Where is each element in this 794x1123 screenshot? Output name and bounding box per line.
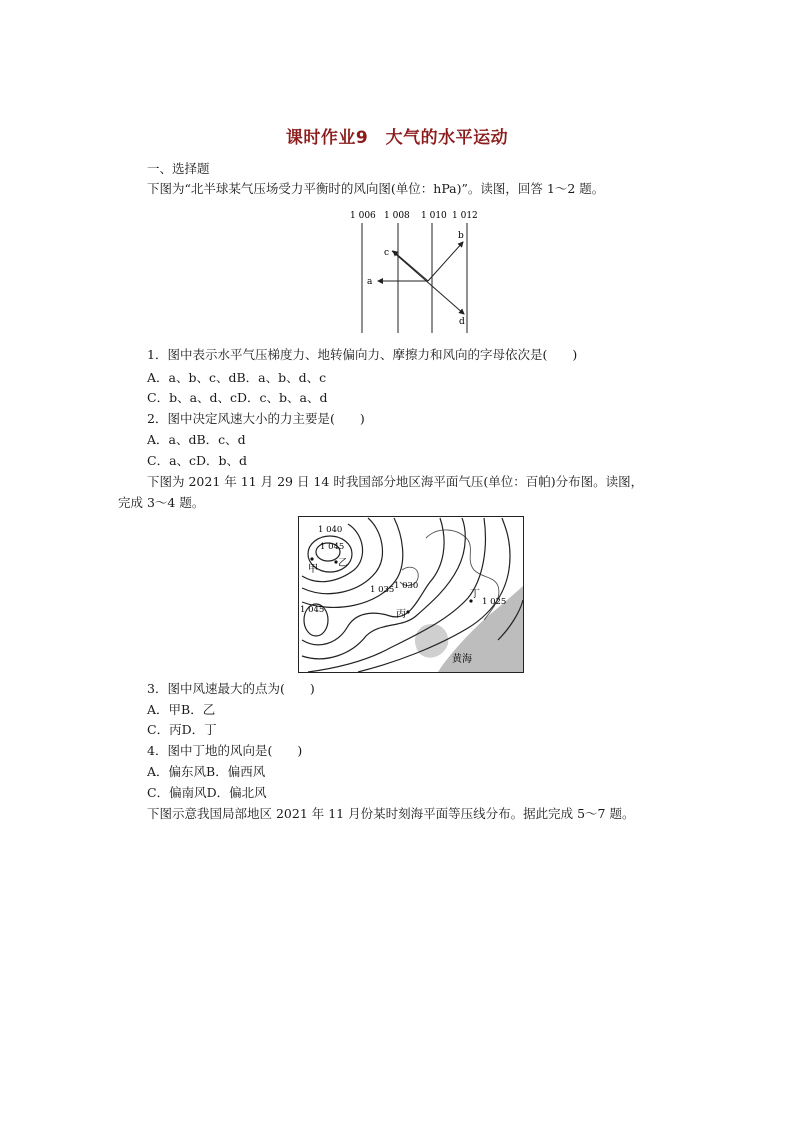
pressure-map — [298, 516, 524, 673]
q2-options-cd: C．a、cD．b、d — [147, 453, 248, 468]
q1-options-cd: C．b、a、d、cD．c、b、a、d — [147, 390, 328, 405]
q1-options-ab: A．a、b、c、dB．a、b、d、c — [147, 370, 327, 385]
intro-2: 下图为 2021 年 11 月 29 日 14 时我国部分地区海平面气压(单位：百帕)分布图。读图， — [147, 474, 644, 489]
q2-options-ab: A．a、dB．c、d — [147, 432, 246, 447]
point-label-ding: 丁 — [470, 589, 480, 600]
arrow-b — [428, 242, 463, 281]
isobar-label: 1 008 — [384, 211, 410, 221]
pressure-label: 1 030 — [394, 581, 419, 591]
sea-label: 黄海 — [452, 654, 472, 665]
q3-options-ab: A．甲B．乙 — [147, 702, 216, 717]
q2-stem: 2．图中决定风速大小的力主要是( ) — [147, 411, 365, 426]
q4-options-ab: A．偏东风B．偏西风 — [147, 764, 266, 779]
pressure-label: 1 045 — [320, 542, 345, 552]
point-label-jia: 甲 — [308, 564, 318, 575]
pressure-label: 1 035 — [370, 585, 395, 595]
intro-1: 下图为“北半球某气压场受力平衡时的风向图(单位：hPa)”。读图，回答 1～2 题。 — [147, 181, 605, 196]
point-label-yi: 乙 — [338, 558, 348, 569]
section-heading: 一、选择题 — [147, 161, 210, 176]
isobar-label: 1 012 — [452, 211, 478, 221]
isobar-label: 1 010 — [421, 211, 447, 221]
isobar-label: 1 006 — [350, 211, 376, 221]
wind-force-diagram — [346, 207, 480, 335]
page-title: 课时作业9 大气的水平运动 — [285, 128, 509, 148]
arrow-label-c: c — [384, 248, 390, 258]
point-label-bing: 丙 — [396, 609, 406, 620]
arrow-label-d: d — [459, 317, 465, 327]
q3-options-cd: C．丙D．丁 — [147, 722, 217, 737]
q4-stem: 4．图中丁地的风向是( ) — [147, 743, 303, 758]
point-bing-dot — [406, 610, 409, 613]
intro-2-cont: 完成 3～4 题。 — [118, 495, 205, 510]
intro-3: 下图示意我国局部地区 2021 年 11 月份某时刻海平面等压线分布。据此完成 5～7 题。 — [147, 806, 635, 821]
pressure-label: 1 040 — [318, 525, 343, 535]
arrow-label-a: a — [367, 277, 373, 287]
arrow-label-b: b — [458, 231, 464, 241]
q3-stem: 3．图中风速最大的点为( ) — [147, 681, 315, 696]
point-jia-dot — [310, 557, 313, 560]
q4-options-cd: C．偏南风D．偏北风 — [147, 785, 267, 800]
pressure-label: 1 045 — [300, 605, 325, 615]
arrow-d — [392, 251, 464, 314]
pressure-label: 1 025 — [482, 597, 507, 607]
q1-stem: 1．图中表示水平气压梯度力、地转偏向力、摩擦力和风向的字母依次是( ) — [147, 347, 578, 362]
